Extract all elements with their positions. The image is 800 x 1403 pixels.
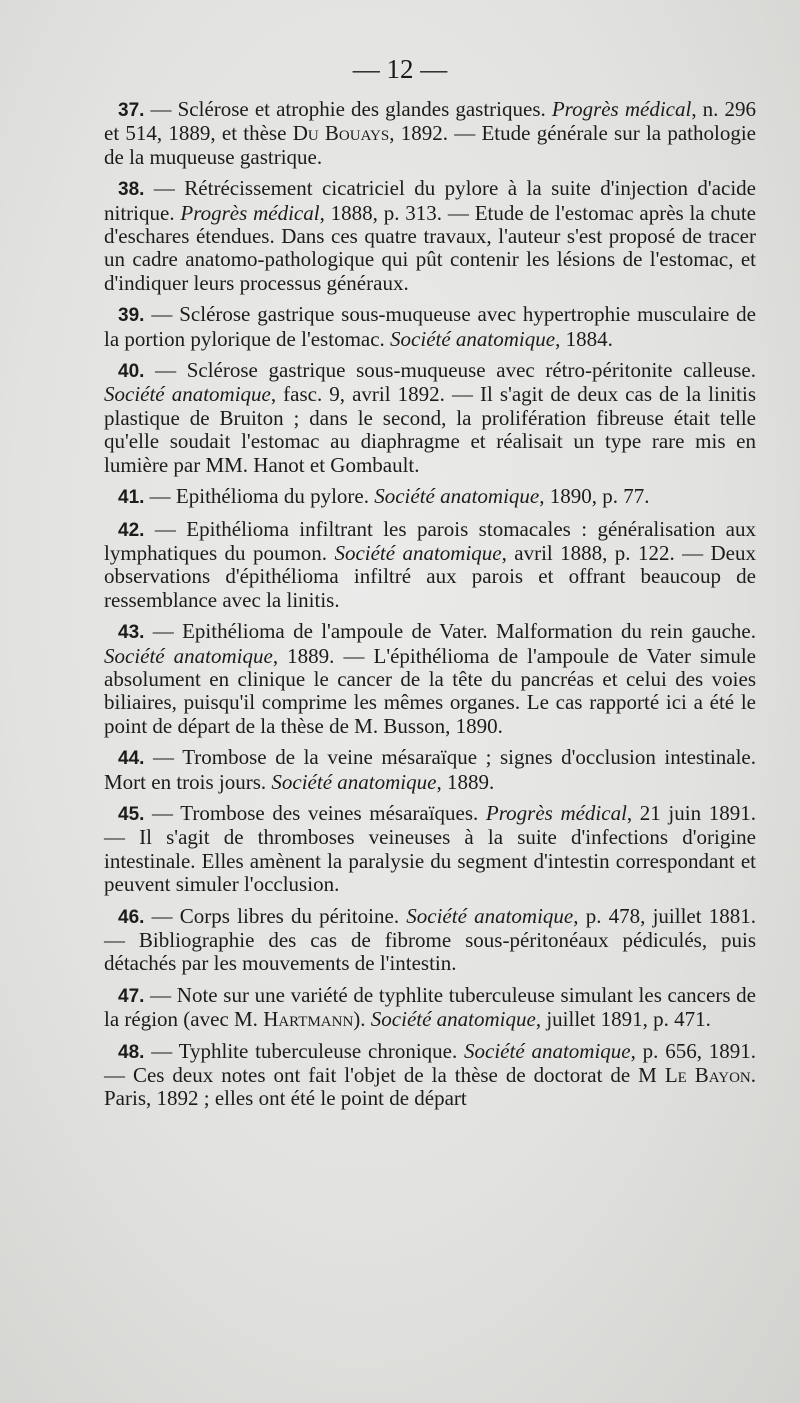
bibliography-entry — [104, 746, 756, 794]
bibliography-entries — [104, 98, 756, 1119]
bibliography-entry — [104, 620, 756, 738]
entry-text: , p. 656, 1891. — Ces deux notes ont fait l'objet de la thèse de doctorat de M — [104, 1038, 757, 1088]
entry-text: , fasc. 9, avril 1892. — Il s'agit de deux cas de la linitis plastique de Bruiton ; dans le second, la prolifération fibreuse était telle qu'elle soudait l'estomac au diaphragme et réalisait un type rare mis en lumière par MM. Hanot et Gombault. — [104, 382, 756, 477]
journal-title: Société anatomique — [271, 769, 437, 794]
entry-text: — Typhlite tuberculeuse chronique. — [144, 1038, 465, 1063]
journal-title: Société anatomique — [406, 903, 574, 928]
author-name: Le Bayon — [664, 1063, 751, 1088]
bibliography-entry — [104, 802, 756, 897]
entry-text: — Note sur une variété de typhlite tuberculeuse simulant les cancers de la région (avec M. — [104, 982, 756, 1032]
entry-text: , 1889. — [436, 769, 495, 794]
entry-number: 43. — [118, 622, 145, 644]
entry-number: 39. — [118, 305, 145, 327]
bibliography-entry — [104, 485, 756, 509]
entry-text: , 21 juin 1891. — Il s'agit de thromboses veineuses à la suite d'infections d'origine intestinale. Elles amènent la paralysie du segment d'intestin correspondant et peuvent simuler l'occlusion. — [104, 800, 756, 897]
bibliography-entry — [104, 518, 756, 613]
bibliography-entry — [104, 905, 756, 976]
entry-text: , 1889. — L'épithélioma de l'ampoule de Vater simule absolument en clinique le cancer de la tête du pancréas et celui des voies biliaires, puisqu'il comprime les mêmes organes. Le cas rapporté ici a été le point de départ de la thèse de M. Busson, 1890. — [104, 643, 756, 738]
entry-text: . Paris, 1892 ; elles ont été le point de départ — [104, 1063, 756, 1111]
journal-title: Progrès médical — [485, 800, 627, 825]
bibliography-entry — [104, 359, 756, 477]
bibliography-entry — [104, 984, 756, 1032]
bibliography-entry — [104, 303, 756, 351]
entry-text: , p. 478, juillet 1881. — Bibliographie des cas de fibrome sous-péritonéaux pédiculés, puis détachés par les mouvements de l'intestin. — [104, 903, 756, 976]
entry-number: 38. — [118, 179, 145, 201]
entry-number: 41. — [118, 487, 145, 509]
entry-text: — Rétrécissement cicatriciel du pylore à la suite d'injection d'acide nitrique. — [104, 176, 756, 225]
entry-text: , n. 296 et 514, 1889, et thèse — [104, 97, 757, 146]
entry-number: 48. — [118, 1041, 145, 1063]
entry-number: 47. — [118, 985, 145, 1007]
entry-text: — Sclérose et atrophie des glandes gastriques. — [144, 97, 552, 121]
journal-title: Société anatomique — [104, 643, 273, 668]
entry-text: — Sclérose gastrique sous-muqueuse avec hypertrophie musculaire de la portion pylorique de l'estomac. — [104, 302, 756, 351]
entry-text: — Epithélioma du pylore. — [144, 484, 375, 509]
entry-text: , avril 1888, p. 122. — Deux observations d'épithélioma infiltré aux parois et offrant beaucoup de ressemblance avec la linitis. — [104, 540, 756, 612]
author-name: Hartmann — [263, 1007, 354, 1032]
entry-number: 42. — [118, 519, 145, 541]
entry-number: 46. — [118, 906, 145, 928]
entry-text: — Corps libres du péritoine. — [144, 903, 407, 928]
entry-text: , 1892. — Etude générale sur la pathologie de la muqueuse gastrique. — [104, 121, 756, 169]
entry-text: — Trombose des veines mésaraïques. — [144, 800, 486, 825]
entry-text: , 1888, p. 313. — Etude de l'estomac après la chute d'eschares étendues. Dans ces quatre travaux, l'auteur s'est proposé de tracer un cadre anatomo-pathologique qui pût contenir les lésions de l'estomac, et d'indiquer leurs processus généraux. — [104, 200, 756, 295]
entry-number: 44. — [118, 748, 145, 770]
journal-title: Société anatomique — [390, 326, 556, 351]
entry-text: — Sclérose gastrique sous-muqueuse avec rétro-péritonite calleuse. — [144, 358, 756, 383]
journal-title: Société anatomique — [334, 540, 502, 565]
entry-text: , 1890, p. 77. — [539, 484, 650, 509]
entry-text: — Trombose de la veine mésaraïque ; signes d'occlusion intestinale. Mort en trois jours. — [104, 745, 756, 794]
entry-number: 40. — [118, 361, 145, 383]
entry-text: — Epithélioma de l'ampoule de Vater. Malformation du rein gauche. — [144, 619, 756, 644]
entry-text: , juillet 1891, p. 471. — [535, 1007, 711, 1032]
author-name: Du Bouays — [292, 121, 390, 146]
entry-text: — Epithélioma infiltrant les parois stomacales : généralisation aux lymphatiques du poumon. — [104, 516, 756, 565]
journal-title: Société anatomique — [464, 1038, 631, 1063]
bibliography-entry — [104, 98, 756, 169]
bibliography-entry — [104, 177, 756, 295]
entry-number: 45. — [118, 803, 145, 825]
entry-text: ). — [353, 1007, 371, 1032]
entry-text: , 1884. — [555, 326, 613, 351]
bibliography-entry — [104, 1040, 756, 1111]
page-number: — 12 — — [352, 54, 448, 84]
journal-title: Société anatomique — [104, 382, 271, 407]
journal-title: Progrès médical — [180, 200, 320, 225]
journal-title: Progrès médical — [551, 97, 692, 121]
journal-title: Société anatomique — [370, 1007, 536, 1032]
journal-title: Société anatomique — [374, 484, 540, 509]
entry-number: 37. — [118, 100, 145, 121]
